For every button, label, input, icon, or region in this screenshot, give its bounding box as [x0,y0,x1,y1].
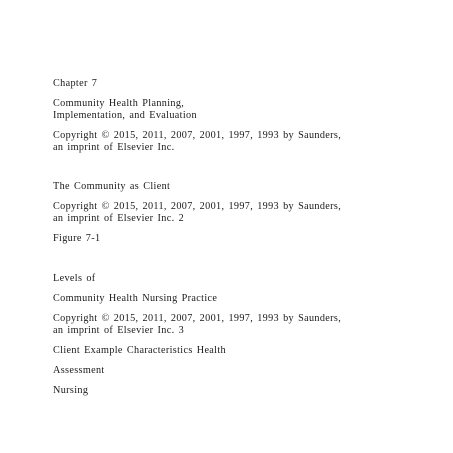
chapter-title-line-1: Community Health Planning, [53,98,185,109]
copyright-line-2b: an imprint of Elsevier Inc. 2 [53,213,185,224]
practice-heading: Community Health Nursing Practice [53,293,218,304]
figure-label: Figure 7-1 [53,233,101,244]
copyright-line-3b: an imprint of Elsevier Inc. 3 [53,325,185,336]
levels-heading: Levels of [53,273,96,284]
copyright-line-2a: Copyright © 2015, 2011, 2007, 2001, 1997, 1993 by Saunders, [53,201,342,212]
nursing-line: Nursing [53,385,89,396]
copyright-line-1a: Copyright © 2015, 2011, 2007, 2001, 1997, 1993 by Saunders, [53,130,342,141]
chapter-heading: Chapter 7 [53,78,98,89]
copyright-line-1b: an imprint of Elsevier Inc. [53,142,175,153]
assessment-line: Assessment [53,365,105,376]
chapter-title-line-2: Implementation, and Evaluation [53,110,197,121]
section-heading: The Community as Client [53,181,171,192]
table-header-line: Client Example Characteristics Health [53,345,226,356]
copyright-line-3a: Copyright © 2015, 2011, 2007, 2001, 1997, 1993 by Saunders, [53,313,342,324]
